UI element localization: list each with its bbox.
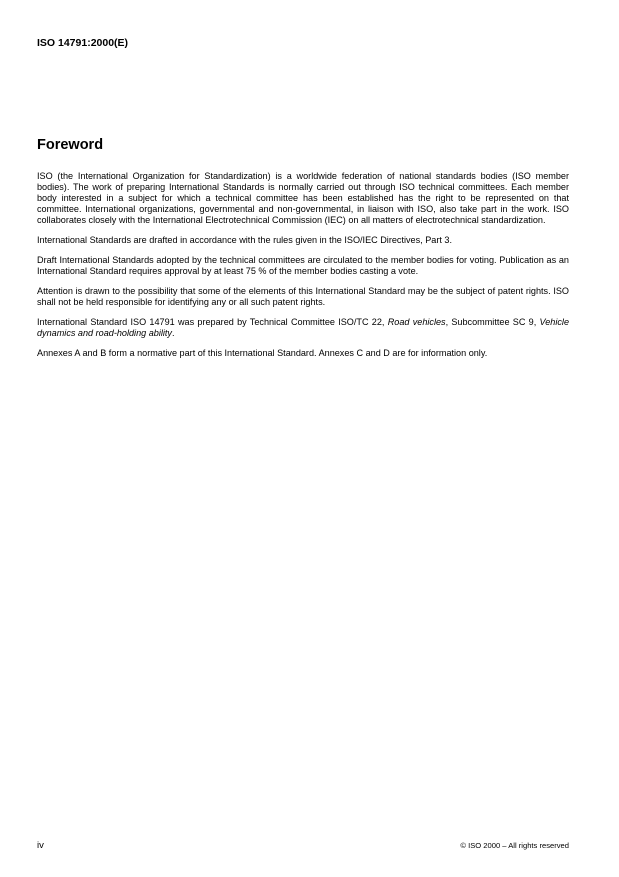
document-header-id: ISO 14791:2000(E) xyxy=(37,37,129,49)
committee-text-3: . xyxy=(171,328,175,338)
committee-text-1: International Standard ISO 14791 was prepared by Technical Committee ISO/TC 22, xyxy=(37,317,388,327)
paragraph-annexes: Annexes A and B form a normative part of this International Standard. Annexes C and D are for information only. xyxy=(37,348,488,358)
page-number: iv xyxy=(37,840,44,851)
copyright-notice: © ISO 2000 – All rights reserved xyxy=(460,841,569,850)
paragraph-drafting-rules: International Standards are drafted in accordance with the rules given in the ISO/IEC Directives, Part 3. xyxy=(37,235,452,245)
subcommittee-name: Vehicle dynamics and road-holding ability xyxy=(37,317,570,338)
committee-text-2: , Subcommittee SC 9, xyxy=(445,317,540,327)
foreword-body xyxy=(37,171,569,368)
paragraph-patent-rights: Attention is drawn to the possibility that some of the elements of this International Standard may be the subject of patent rights. ISO shall not be held responsible for identifying any or all such patent rights. xyxy=(37,286,569,307)
paragraph-iso-description: ISO (the International Organization for Standardization) is a worldwide federation of national standards bodies (ISO member bodies). The work of preparing International Standards is normally carried out through ISO technical committees. Each member body interested in a subject for which a technical committee has been established has the right to be represented on that committee. International organizations, governmental and non-governmental, in liaison with ISO, also take part in the work. ISO collaborates closely with the International Electrotechnical Commission (IEC) on all matters of electrotechnical standardization. xyxy=(37,171,569,225)
paragraph-committee xyxy=(37,317,569,339)
paragraph-voting: Draft International Standards adopted by the technical committees are circulated to the member bodies for voting. Publication as an International Standard requires approval by at least 75 % of the member bodies casting a vote. xyxy=(37,255,569,276)
committee-name: Road vehicles xyxy=(387,317,446,327)
section-title: Foreword xyxy=(37,137,104,153)
